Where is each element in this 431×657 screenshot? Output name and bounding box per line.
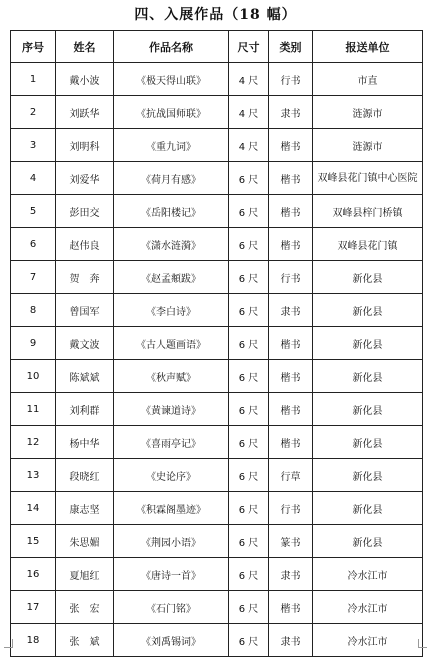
cell-name: 夏旭红	[56, 558, 114, 591]
cell-name: 彭田交	[56, 195, 114, 228]
table-body	[11, 63, 423, 657]
table-row	[11, 393, 423, 426]
cell-work: 《赵孟頫跋》	[114, 261, 229, 294]
cell-type: 楷书	[269, 591, 313, 624]
cell-no: 18	[11, 624, 56, 657]
cell-name: 段晓红	[56, 459, 114, 492]
table-row	[11, 459, 423, 492]
cell-name: 刘跃华	[56, 96, 114, 129]
cell-no: 14	[11, 492, 56, 525]
cell-name: 康志坚	[56, 492, 114, 525]
table-header-row	[11, 31, 423, 63]
table-row	[11, 492, 423, 525]
header-type: 类别	[269, 31, 313, 63]
cell-unit: 冷水江市	[313, 591, 423, 624]
cell-type: 楷书	[269, 360, 313, 393]
cell-unit: 新化县	[313, 261, 423, 294]
cell-name: 朱思媚	[56, 525, 114, 558]
cell-no: 8	[11, 294, 56, 327]
cell-type: 楷书	[269, 195, 313, 228]
cell-no: 7	[11, 261, 56, 294]
cell-unit: 新化县	[313, 492, 423, 525]
cell-type: 楷书	[269, 129, 313, 162]
header-size: 尺寸	[229, 31, 269, 63]
cell-unit: 涟源市	[313, 96, 423, 129]
cell-unit: 双峰县花门镇中心医院	[313, 162, 423, 195]
table-row	[11, 96, 423, 129]
cell-type: 隶书	[269, 624, 313, 657]
cell-work: 《重九词》	[114, 129, 229, 162]
cell-work: 《唐诗一首》	[114, 558, 229, 591]
cell-unit: 双峰县梓门桥镇	[313, 195, 423, 228]
cell-size: 6 尺	[229, 228, 269, 261]
cell-type: 篆书	[269, 525, 313, 558]
cell-size: 6 尺	[229, 393, 269, 426]
table-row	[11, 195, 423, 228]
cell-work: 《抗战国师联》	[114, 96, 229, 129]
cell-size: 6 尺	[229, 162, 269, 195]
cell-name: 赵伟良	[56, 228, 114, 261]
cell-work: 《秋声赋》	[114, 360, 229, 393]
table-row	[11, 228, 423, 261]
cell-no: 9	[11, 327, 56, 360]
cell-no: 2	[11, 96, 56, 129]
cell-no: 3	[11, 129, 56, 162]
cell-no: 16	[11, 558, 56, 591]
cell-unit: 市直	[313, 63, 423, 96]
cell-size: 6 尺	[229, 558, 269, 591]
cell-size: 6 尺	[229, 360, 269, 393]
cell-size: 4 尺	[229, 63, 269, 96]
cell-work: 《刘禹锡词》	[114, 624, 229, 657]
cell-work: 《积霖阁墨迹》	[114, 492, 229, 525]
table-row	[11, 63, 423, 96]
cell-work: 《潇水涟漪》	[114, 228, 229, 261]
cell-work: 《荷月有感》	[114, 162, 229, 195]
cell-size: 6 尺	[229, 492, 269, 525]
cell-no: 11	[11, 393, 56, 426]
cell-work: 《石门铭》	[114, 591, 229, 624]
cell-name: 贺 奔	[56, 261, 114, 294]
cell-size: 6 尺	[229, 195, 269, 228]
cell-type: 楷书	[269, 327, 313, 360]
table-row	[11, 558, 423, 591]
page-corner-mark-right	[418, 639, 427, 648]
cell-type: 楷书	[269, 393, 313, 426]
cell-size: 6 尺	[229, 327, 269, 360]
cell-no: 12	[11, 426, 56, 459]
cell-unit: 新化县	[313, 327, 423, 360]
cell-no: 15	[11, 525, 56, 558]
cell-size: 4 尺	[229, 96, 269, 129]
cell-unit: 涟源市	[313, 129, 423, 162]
cell-type: 楷书	[269, 426, 313, 459]
cell-size: 6 尺	[229, 459, 269, 492]
works-table	[10, 30, 423, 657]
table-row	[11, 129, 423, 162]
table-row	[11, 327, 423, 360]
table-row	[11, 525, 423, 558]
cell-name: 刘爱华	[56, 162, 114, 195]
table-row	[11, 591, 423, 624]
cell-size: 6 尺	[229, 525, 269, 558]
cell-name: 刘利群	[56, 393, 114, 426]
cell-size: 6 尺	[229, 261, 269, 294]
header-work: 作品名称	[114, 31, 229, 63]
cell-size: 6 尺	[229, 624, 269, 657]
cell-no: 17	[11, 591, 56, 624]
cell-no: 5	[11, 195, 56, 228]
table-row	[11, 426, 423, 459]
cell-name: 陈斌斌	[56, 360, 114, 393]
cell-work: 《史论序》	[114, 459, 229, 492]
table-row	[11, 294, 423, 327]
cell-no: 13	[11, 459, 56, 492]
cell-name: 刘明科	[56, 129, 114, 162]
cell-name: 曾国军	[56, 294, 114, 327]
cell-type: 楷书	[269, 228, 313, 261]
page-title: 四、入展作品（18 幅）	[134, 7, 297, 23]
cell-unit: 双峰县花门镇	[313, 228, 423, 261]
cell-name: 戴小波	[56, 63, 114, 96]
cell-work: 《喜雨亭记》	[114, 426, 229, 459]
cell-unit: 冷水江市	[313, 558, 423, 591]
cell-size: 4 尺	[229, 129, 269, 162]
cell-unit: 冷水江市	[313, 624, 423, 657]
cell-type: 隶书	[269, 294, 313, 327]
cell-unit: 新化县	[313, 393, 423, 426]
cell-name: 张 宏	[56, 591, 114, 624]
cell-unit: 新化县	[313, 459, 423, 492]
page-corner-mark-left	[4, 639, 13, 648]
table-row	[11, 624, 423, 657]
cell-work: 《古人题画语》	[114, 327, 229, 360]
table-row	[11, 162, 423, 195]
cell-unit: 新化县	[313, 294, 423, 327]
cell-name: 杨中华	[56, 426, 114, 459]
cell-work: 《李白诗》	[114, 294, 229, 327]
cell-work: 《荆园小语》	[114, 525, 229, 558]
header-name: 姓名	[56, 31, 114, 63]
table-row	[11, 261, 423, 294]
cell-type: 行书	[269, 261, 313, 294]
cell-name: 戴文波	[56, 327, 114, 360]
cell-name: 张 斌	[56, 624, 114, 657]
cell-size: 6 尺	[229, 426, 269, 459]
cell-no: 10	[11, 360, 56, 393]
header-no: 序号	[11, 31, 56, 63]
cell-type: 隶书	[269, 558, 313, 591]
cell-type: 隶书	[269, 96, 313, 129]
cell-unit: 新化县	[313, 525, 423, 558]
cell-work: 《岳阳楼记》	[114, 195, 229, 228]
cell-no: 6	[11, 228, 56, 261]
cell-size: 6 尺	[229, 591, 269, 624]
cell-type: 行草	[269, 459, 313, 492]
cell-work: 《极天得山联》	[114, 63, 229, 96]
header-unit: 报送单位	[313, 31, 423, 63]
cell-no: 1	[11, 63, 56, 96]
cell-type: 楷书	[269, 162, 313, 195]
cell-no: 4	[11, 162, 56, 195]
cell-work: 《黄谏道诗》	[114, 393, 229, 426]
cell-unit: 新化县	[313, 360, 423, 393]
cell-size: 6 尺	[229, 294, 269, 327]
cell-type: 行书	[269, 492, 313, 525]
table-row	[11, 360, 423, 393]
cell-type: 行书	[269, 63, 313, 96]
cell-unit: 新化县	[313, 426, 423, 459]
